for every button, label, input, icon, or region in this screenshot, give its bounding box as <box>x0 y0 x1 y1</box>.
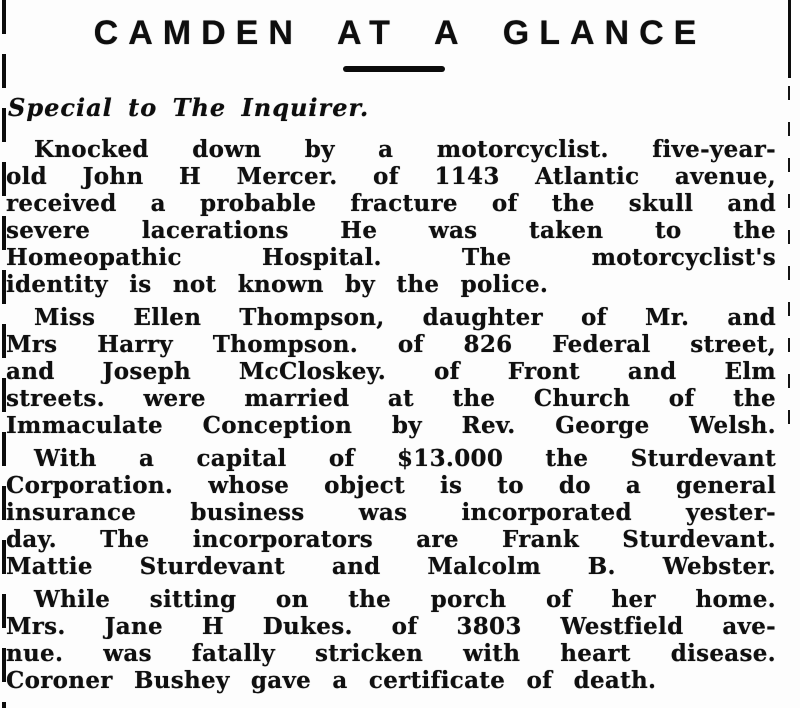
text-line: Mattie Sturdevant and Malcolm B. Webster. <box>6 553 776 580</box>
article <box>6 136 776 694</box>
text-line: streets. were married at the Church of the <box>6 385 776 412</box>
text-line: and Joseph McCloskey. of Front and Elm <box>6 358 776 385</box>
left-column-rule <box>2 0 6 708</box>
text-line: Mrs Harry Thompson. of 826 Federal street, <box>6 331 776 358</box>
headline: CAMDEN AT A GLANCE <box>93 14 707 52</box>
text-line: Knocked down by a motorcyclist. five-year- <box>34 136 776 163</box>
paragraph <box>6 586 776 694</box>
text-line: Corporation. whose object is to do a general <box>6 472 776 499</box>
text-line: received a probable fracture of the skull and <box>6 190 776 217</box>
text-line: insurance business was incorporated yester- <box>6 499 776 526</box>
text-line: Miss Ellen Thompson, daughter of Mr. and <box>34 304 776 331</box>
text-line: day. The incorporators are Frank Sturdevant. <box>6 526 776 553</box>
right-column-rule-top <box>788 0 791 78</box>
paragraph <box>6 304 776 439</box>
text-line: Coroner Bushey gave a certificate of death. <box>6 667 657 694</box>
text-line: While sitting on the porch of her home. <box>34 586 776 613</box>
text-line: Immaculate Conception by Rev. George Welsh. <box>6 412 776 439</box>
byline: Special to The Inquirer. <box>8 93 370 122</box>
text-line: Mrs. Jane H Dukes. of 3803 Westfield ave- <box>6 613 776 640</box>
text-line: old John H Mercer. of 1143 Atlantic avenue, <box>6 163 776 190</box>
text-line: identity is not known by the police. <box>6 271 549 298</box>
text-line: With a capital of $13.000 the Sturdevant <box>34 445 776 472</box>
text-line: nue. was fatally stricken with heart disease. <box>6 640 776 667</box>
paragraph <box>6 136 776 298</box>
text-line: Homeopathic Hospital. The motorcyclist's <box>6 244 776 271</box>
headline-divider-rule <box>343 66 445 72</box>
right-column-rule-dashed <box>788 86 790 442</box>
paragraph <box>6 445 776 580</box>
text-line: severe lacerations He was taken to the <box>6 217 776 244</box>
